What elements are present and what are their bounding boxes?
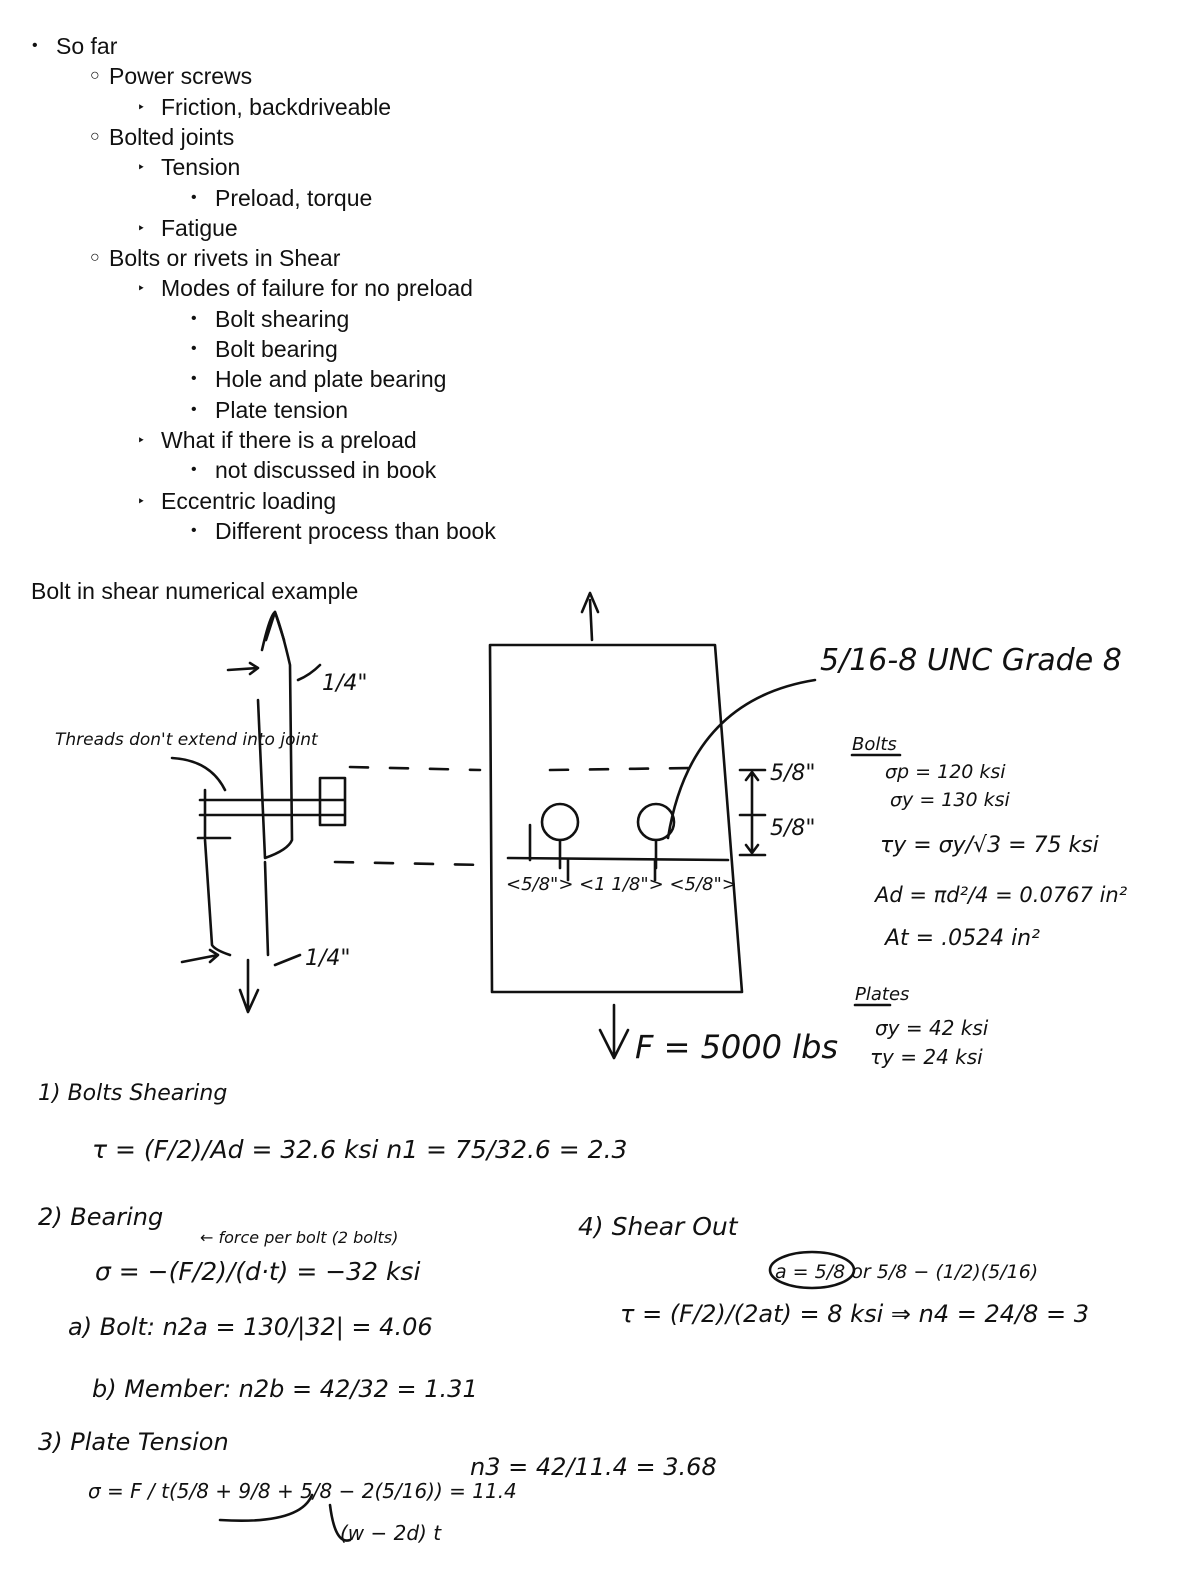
outline-item: Preload, torque <box>215 184 373 211</box>
calc2a-line: a) Bolt: n2a = 130/|32| = 4.06 <box>68 1313 433 1341</box>
outline-item: Tension <box>161 154 241 181</box>
plates-props-title: Plates <box>855 984 910 1005</box>
side-view-lower-arrow <box>240 960 258 1012</box>
dim-right-lower: 5/8" <box>770 816 816 841</box>
outline-bullet-icon: ‣ <box>137 98 146 115</box>
threads-note: Threads don't extend into joint <box>55 730 318 750</box>
outline-item: Friction, backdriveable <box>161 93 392 120</box>
bolts-prop-line: τy = σy/√3 = 75 ksi <box>880 833 1099 858</box>
bolts-prop-line: σy = 130 ksi <box>890 789 1010 811</box>
bolts-prop-line: σp = 120 ksi <box>885 761 1006 783</box>
calc3-line: σ = F / t(5/8 + 9/8 + 5/8 − 2(5/16)) = 11.4 <box>88 1479 517 1503</box>
bolt-hole-left <box>542 804 578 840</box>
outline-item: Bolts or rivets in Shear <box>109 245 341 272</box>
calc4-a: a = 5/8 or 5/8 − (1/2)(5/16) <box>775 1261 1039 1283</box>
plate-bottom-arrow <box>600 1005 628 1058</box>
bottom-dim-ticks <box>530 825 655 880</box>
outline-item: Bolt shearing <box>215 305 350 332</box>
dashed-top <box>350 767 690 770</box>
outline-bullet-icon: • <box>191 370 197 388</box>
plates-prop-line: σy = 42 ksi <box>875 1016 989 1040</box>
outline-bullet-icon: • <box>191 461 197 479</box>
bolt-spec: 5/16-8 UNC Grade 8 <box>820 643 1122 678</box>
outline-item: Power screws <box>109 63 253 90</box>
dashed-bottom <box>335 862 485 865</box>
side-view-plate-bottom <box>205 840 268 955</box>
dim-right-upper: 5/8" <box>770 761 816 786</box>
calc2-title: 2) Bearing <box>38 1203 164 1231</box>
outline-item: What if there is a preload <box>161 426 417 453</box>
outline-item: not discussed in book <box>215 457 437 484</box>
threads-leader <box>172 758 225 790</box>
calc3-note: (w − 2d) t <box>340 1521 442 1545</box>
calc3-title: 3) Plate Tension <box>38 1428 229 1456</box>
outline-item: So far <box>56 33 118 59</box>
calc2b-line: b) Member: n2b = 42/32 = 1.31 <box>92 1375 478 1403</box>
outline-bullet-icon: ○ <box>90 127 100 145</box>
calc1-line: τ = (F/2)/Ad = 32.6 ksi n1 = 75/32.6 = 2.3 <box>92 1135 628 1164</box>
plates-prop-line: τy = 24 ksi <box>870 1045 983 1069</box>
outline-bullet-icon: • <box>32 37 38 54</box>
dim-bottom-thickness: 1/4" <box>305 946 351 971</box>
outline-item: Eccentric loading <box>161 487 337 514</box>
dim-bottom-spacing: <5/8"> <1 1/8"> <5/8"> <box>506 874 737 895</box>
calc2-line: σ = −(F/2)/(d·t) = −32 ksi <box>95 1257 421 1286</box>
calc1-title: 1) Bolts Shearing <box>38 1081 228 1106</box>
hole-centerlines <box>560 840 656 868</box>
outline-bullet-icon: ‣ <box>137 492 146 509</box>
outline-bullet-icon: • <box>191 400 197 418</box>
force-label: F = 5000 lbs <box>635 1028 839 1066</box>
plate-outline <box>490 645 742 992</box>
calc4-line: τ = (F/2)/(2at) = 8 ksi ⇒ n4 = 24/8 = 3 <box>620 1300 1089 1328</box>
outline-bullet-icon: ‣ <box>137 431 146 448</box>
outline-bullet-icon: • <box>191 521 197 539</box>
edge-line <box>508 858 728 860</box>
outline-bullet-icon: • <box>191 188 197 206</box>
bolts-props-title: Bolts <box>852 734 897 755</box>
outline-bullet-icon: ○ <box>90 249 100 267</box>
outline-item: Modes of failure for no preload <box>161 275 473 302</box>
outline-item: Bolt bearing <box>215 336 338 362</box>
outline-item: Different process than book <box>215 517 496 544</box>
outline-item: Fatigue <box>161 214 238 241</box>
outline-bullet-icon: • <box>191 340 197 357</box>
dim-quarter-bottom <box>182 950 300 965</box>
calc3-factor: n3 = 42/11.4 = 3.68 <box>470 1453 717 1481</box>
bolt-shank <box>198 778 345 838</box>
dim-quarter-top <box>228 663 320 680</box>
right-dim-lines <box>740 770 765 855</box>
plate-top-arrow <box>582 593 598 640</box>
outline-item: Bolted joints <box>109 123 235 150</box>
calc4-title: 4) Shear Out <box>578 1212 738 1241</box>
dim-top-thickness: 1/4" <box>322 671 368 696</box>
outline-bullet-icon: ‣ <box>137 280 146 297</box>
outline-bullet-icon: ‣ <box>137 159 146 176</box>
outline-bullet-icon: • <box>191 309 197 327</box>
section-title: Bolt in shear numerical example <box>31 578 359 604</box>
outline-bullet-icon: ○ <box>90 67 100 85</box>
bolts-prop-line: At = .0524 in² <box>885 926 1040 951</box>
calc2-note: ← force per bolt (2 bolts) <box>200 1228 399 1247</box>
outline-item: Hole and plate bearing <box>215 366 447 393</box>
outline-item: Plate tension <box>215 396 348 423</box>
outline-bullet-icon: ‣ <box>137 219 146 236</box>
bolts-prop-line: Ad = πd²/4 = 0.0767 in² <box>875 883 1128 907</box>
